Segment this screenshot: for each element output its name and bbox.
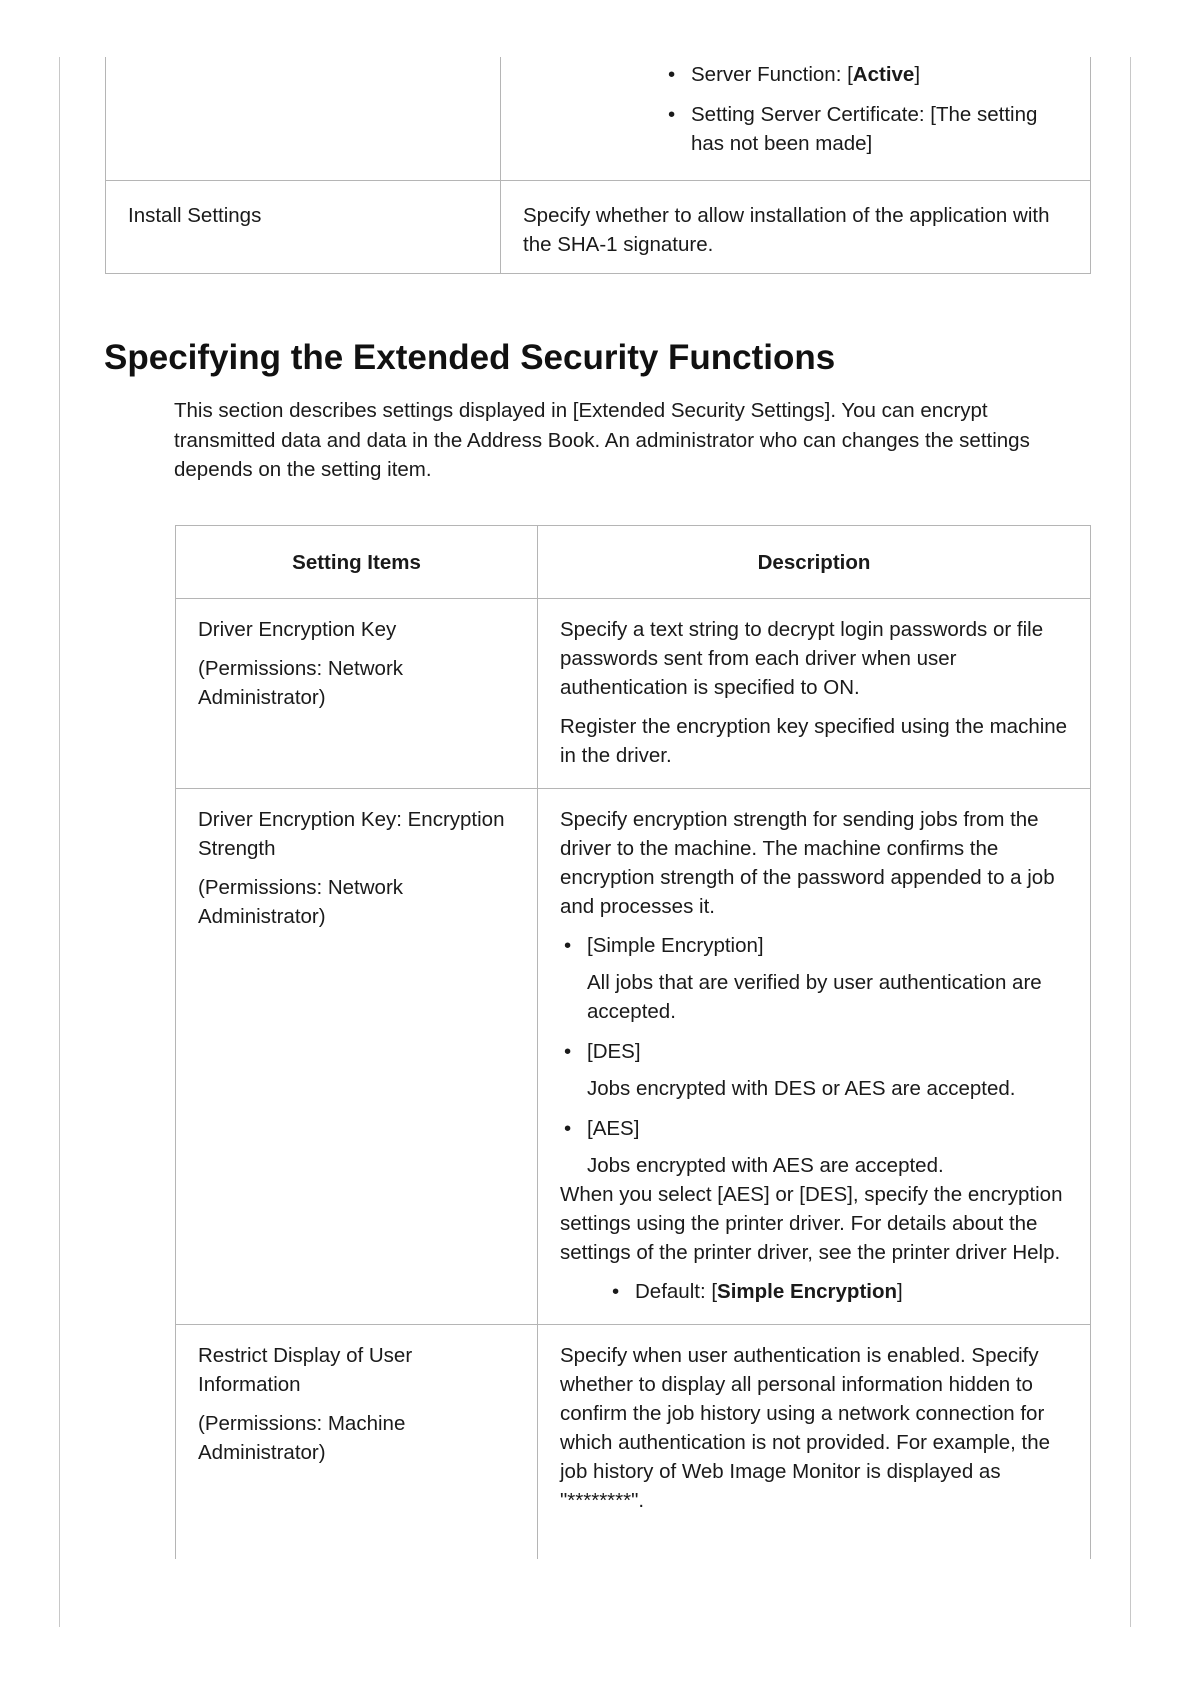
server-settings-list (664, 60, 1068, 158)
setting-item-cell (176, 1325, 538, 1560)
table-row (106, 57, 1091, 181)
description-text: Specify encryption strength for sending jobs from the driver to the machine. The machine confirms the encryption strength of the password appended to a job and processes it. (560, 808, 1055, 918)
option-description: All jobs that are verified by user authentication are accepted. (587, 971, 1042, 1023)
list-item: • Setting Server Certificate: [The setting has not been made] (664, 100, 1068, 158)
option-label: • [Simple Encryption] (587, 934, 764, 957)
install-settings-description: Specify whether to allow installation of the application with the SHA-1 signature. (501, 181, 1091, 274)
setting-permissions: (Permissions: Network Administrator) (198, 657, 404, 709)
setting-name: Restrict Display of User Information (198, 1344, 413, 1396)
description-text: Register the encryption key specified using the machine in the driver. (560, 715, 1068, 767)
table-header-row (176, 526, 1091, 599)
list-item: • Server Function: [Active] (664, 60, 1068, 89)
setting-description-cell (538, 789, 1091, 1325)
page-right-rule (1130, 57, 1131, 1627)
table-row (176, 1325, 1091, 1560)
setting-item-cell (176, 599, 538, 789)
column-header-description: Description (538, 526, 1091, 599)
setting-description-cell (538, 1325, 1091, 1560)
option-label: • [DES] (587, 1040, 641, 1063)
section-title: Specifying the Extended Security Functions (104, 338, 836, 377)
list-item (560, 931, 1068, 1026)
section-intro: This section describes settings displayed in [Extended Security Settings]. You can encrypt transmitted data and data in the Address Book. An administrator who can changes the settings depends on the setting item. (174, 399, 1030, 481)
setting-description-cell (538, 599, 1091, 789)
table-cell (501, 57, 1091, 181)
column-header-setting-items: Setting Items (176, 526, 538, 599)
extended-security-settings-table (175, 525, 1091, 1559)
option-label: • [AES] (587, 1117, 640, 1140)
default-list (608, 1277, 1068, 1306)
description-text: Specify a text string to decrypt login passwords or file passwords sent from each driver when user authentication is specified to ON. (560, 618, 1044, 699)
install-settings-label: Install Settings (106, 181, 501, 274)
setting-name: Driver Encryption Key: Encryption Strength (198, 808, 505, 860)
setting-item-cell (176, 789, 538, 1325)
setting-name: Driver Encryption Key (198, 618, 397, 641)
description-text: Specify when user authentication is enabled. Specify whether to display all personal information hidden to confirm the job history using a network connection for which authentication is not provided. For example, the job history of Web Image Monitor is displayed as "********". (560, 1344, 1050, 1512)
table-cell (106, 57, 501, 181)
table-row (176, 599, 1091, 789)
table-row (106, 181, 1091, 274)
option-description: Jobs encrypted with AES are accepted. (587, 1154, 944, 1177)
encryption-options-list (560, 931, 1068, 1180)
option-description: Jobs encrypted with DES or AES are accepted. (587, 1077, 1016, 1100)
setting-permissions: (Permissions: Machine Administrator) (198, 1412, 406, 1464)
description-text: When you select [AES] or [DES], specify the encryption settings using the printer driver. For details about the settings of the printer driver, see the printer driver Help. (560, 1183, 1063, 1264)
list-item (560, 1037, 1068, 1103)
continued-settings-table (105, 57, 1091, 274)
list-item (560, 1114, 1068, 1180)
page-left-rule (59, 57, 60, 1627)
setting-permissions: (Permissions: Network Administrator) (198, 876, 404, 928)
table-row (176, 789, 1091, 1325)
default-value: • Default: [Simple Encryption] (608, 1277, 1068, 1306)
